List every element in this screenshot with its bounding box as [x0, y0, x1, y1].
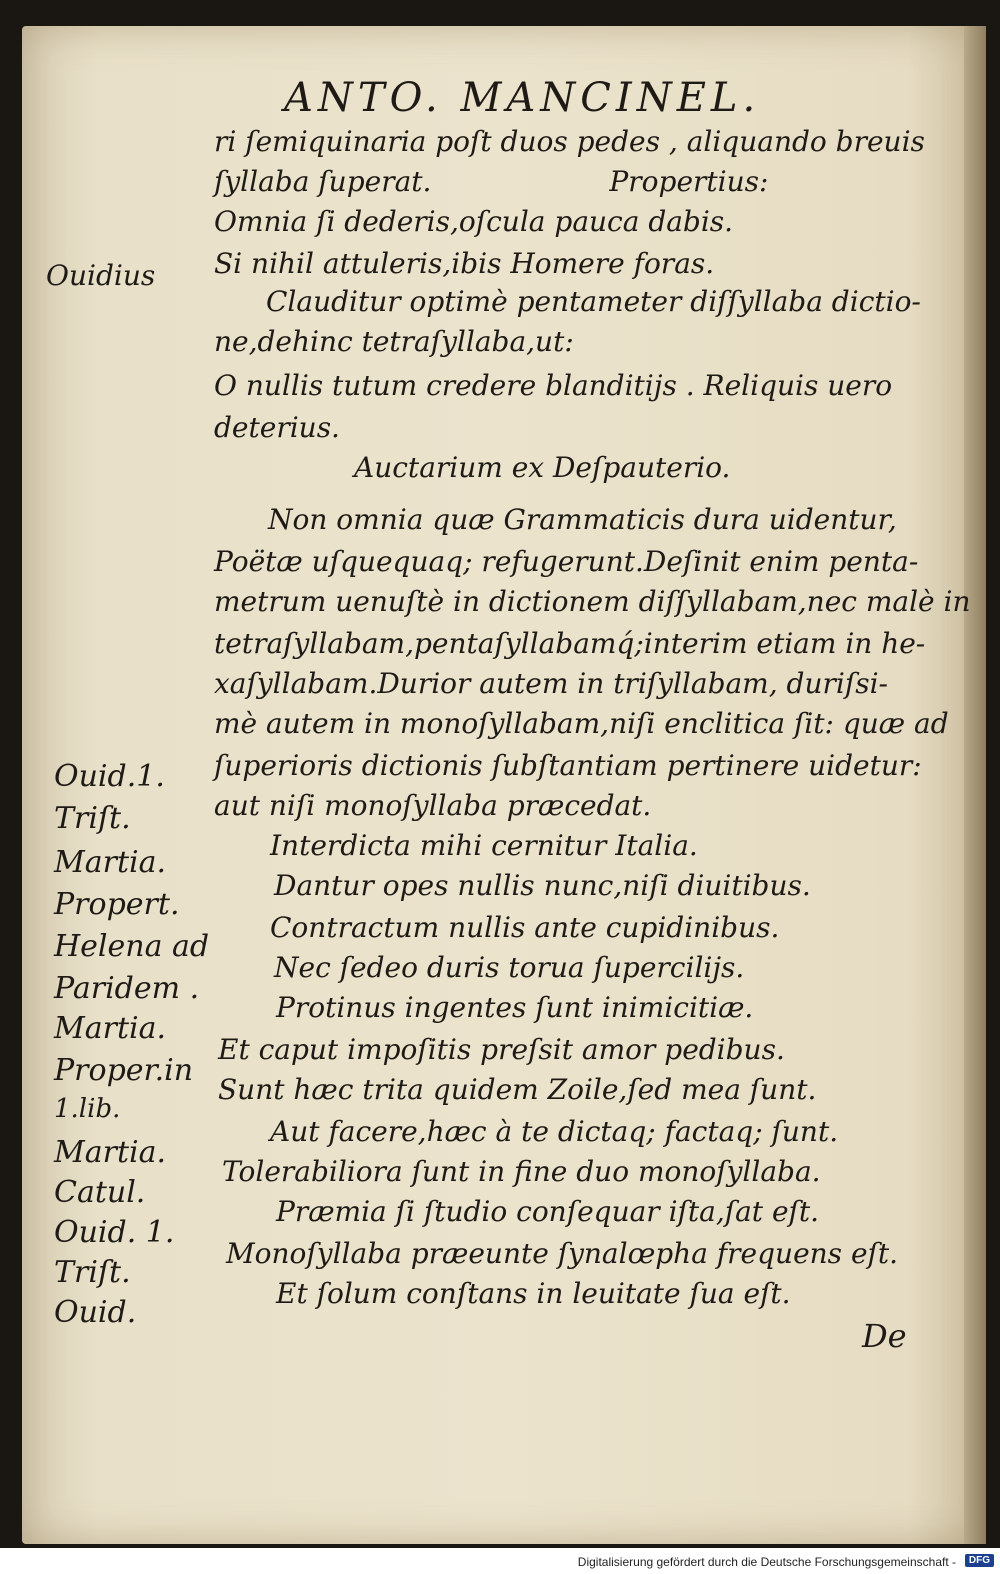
body-line: Monoſyllaba præeunte ſynalœpha frequens eſt.	[226, 1237, 899, 1270]
body-line: deterius.	[214, 411, 340, 444]
body-line: Poëtæ uſquequaq; refugerunt.Deſinit enim penta-	[214, 545, 919, 578]
margin-note: Catul.	[54, 1175, 146, 1210]
dfg-logo: DFG	[965, 1554, 994, 1567]
body-line: ſyllaba ſuperat. Propertius:	[214, 165, 769, 198]
margin-note: Martia.	[54, 845, 167, 880]
margin-note: Ouid.	[54, 1295, 137, 1330]
verse-line: Contractum nullis ante cupidinibus.	[270, 911, 780, 944]
margin-note: Helena ad	[54, 929, 210, 964]
body-line: Tolerabiliora ſunt in fine duo monoſyllaba.	[222, 1155, 821, 1188]
body-line: tetraſyllabam,pentaſyllabamq́;interim etiam in he-	[214, 627, 926, 660]
body-line: metrum uenuſtè in dictionem diſſyllabam,nec malè in	[214, 585, 971, 618]
body-line: aut niſi monoſyllaba præcedat.	[214, 789, 652, 822]
margin-note: Martia.	[54, 1011, 167, 1046]
body-line: Clauditur optimè pentameter diſſyllaba dictio-	[266, 285, 921, 318]
verse-line: Protinus ingentes ſunt inimicitiæ.	[276, 991, 754, 1024]
margin-note: Ouid. 1.	[54, 1215, 175, 1250]
margin-note: Triſt.	[54, 1255, 131, 1290]
margin-note: Ouid.1.	[54, 759, 165, 794]
margin-note: Ouidius	[46, 259, 156, 292]
page-edge	[964, 26, 986, 1544]
verse-line: Nec ſedeo duris torua ſupercilijs.	[274, 951, 745, 984]
body-line: ſuperioris dictionis ſubſtantiam pertinere uidetur:	[214, 749, 922, 782]
verse-line: Et caput impoſitis preſsit amor pedibus.	[218, 1033, 785, 1066]
verse-line: Et ſolum conſtans in leuitate ſua eſt.	[276, 1277, 791, 1310]
body-line: xaſyllabam.Durior autem in triſyllabam, duriſsi-	[214, 667, 888, 700]
margin-note: Martia.	[54, 1135, 167, 1170]
verse-line: Præmia ſi ſtudio conſequar iſta,ſat eſt.	[276, 1195, 820, 1228]
body-line: Omnia ſi dederis,oſcula pauca dabis.	[214, 205, 734, 238]
margin-note: Triſt.	[54, 801, 131, 836]
digitization-credit-bar	[0, 1548, 1000, 1574]
body-line: ne,dehinc tetraſyllaba,ut:	[214, 325, 574, 358]
verse-line: Aut facere,hæc à te dictaq; factaq; ſunt.	[270, 1115, 839, 1148]
section-heading: Auctarium ex Deſpauterio.	[354, 451, 731, 484]
credit-text: Digitalisierung gefördert durch die Deutsche Forschungsgemeinschaft -	[577, 1555, 956, 1569]
margin-note: 1.lib.	[54, 1094, 121, 1124]
margin-note: Paridem .	[54, 971, 200, 1006]
verse-line: Dantur opes nullis nunc,niſi diuitibus.	[274, 869, 811, 902]
body-line: Non omnia quæ Grammaticis dura uidentur,	[268, 503, 897, 536]
body-line: ri ſemiquinaria poſt duos pedes , aliquando breuis	[214, 125, 925, 158]
body-line: mè autem in monoſyllabam,niſi enclitica ſit: quæ ad	[214, 707, 949, 740]
catchword: De	[862, 1317, 907, 1355]
body-line: Si nihil attuleris,ibis Homere foras.	[214, 247, 715, 280]
margin-note: Propert.	[54, 887, 180, 922]
body-line: O nullis tutum credere blanditijs . Reliquis uero	[214, 369, 893, 402]
margin-note: Proper.in	[54, 1053, 194, 1088]
running-title: ANTO. MANCINEL.	[284, 75, 761, 121]
verse-line: Interdicta mihi cernitur Italia.	[270, 829, 698, 862]
verse-line: Sunt hæc trita quidem Zoile,ſed mea ſunt.	[218, 1073, 817, 1106]
